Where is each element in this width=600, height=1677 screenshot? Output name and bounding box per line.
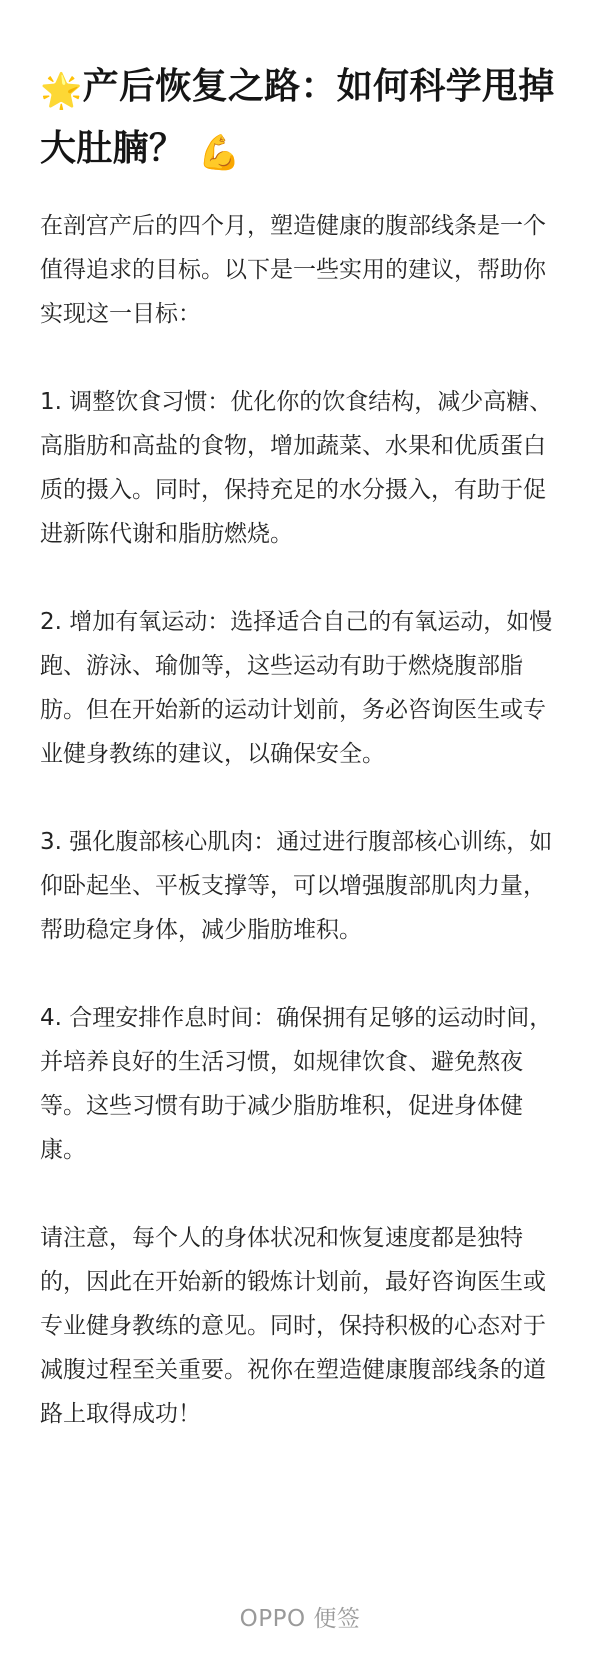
note-title <box>40 56 560 180</box>
glowing-star-icon: 🌟 <box>40 71 83 111</box>
flexed-biceps-icon: 💪 <box>198 133 241 173</box>
tip-aerobic-paragraph: 2. 增加有氧运动：选择适合自己的有氧运动，如慢跑、游泳、瑜伽等，这些运动有助于燃烧腹部脂肪。但在开始新的运动计划前，务必咨询医生或专业健身教练的建议，以确保安全。 <box>40 609 553 767</box>
tip-schedule-paragraph: 4. 合理安排作息时间：确保拥有足够的运动时间，并培养良好的生活习惯，如规律饮食、避免熬夜等。这些习惯有助于减少脂肪堆积，促进身体健康。 <box>40 1005 553 1163</box>
note-body <box>40 204 560 1436</box>
tip-diet-paragraph: 1. 调整饮食习惯：优化你的饮食结构，减少高糖、高脂肪和高盐的食物，增加蔬菜、水果和优质蛋白质的摄入。同时，保持充足的水分摄入，有助于促进新陈代谢和脂肪燃烧。 <box>40 389 553 547</box>
note-container <box>40 56 560 1436</box>
note-title-text: 产后恢复之路：如何科学甩掉大肚腩？ <box>40 66 555 169</box>
intro-paragraph: 在剖宫产后的四个月，塑造健康的腹部线条是一个值得追求的目标。以下是一些实用的建议，帮助你实现这一目标： <box>40 213 546 327</box>
closing-paragraph: 请注意，每个人的身体状况和恢复速度都是独特的，因此在开始新的锻炼计划前，最好咨询医生或专业健身教练的意见。同时，保持积极的心态对于减腹过程至关重要。祝你在塑造健康腹部线条的道路上取得成功！ <box>40 1225 546 1427</box>
app-watermark: OPPO 便签 <box>239 1606 361 1632</box>
tip-core-paragraph: 3. 强化腹部核心肌肉：通过进行腹部核心训练，如仰卧起坐、平板支撑等，可以增强腹部肌肉力量，帮助稳定身体，减少脂肪堆积。 <box>40 829 553 943</box>
